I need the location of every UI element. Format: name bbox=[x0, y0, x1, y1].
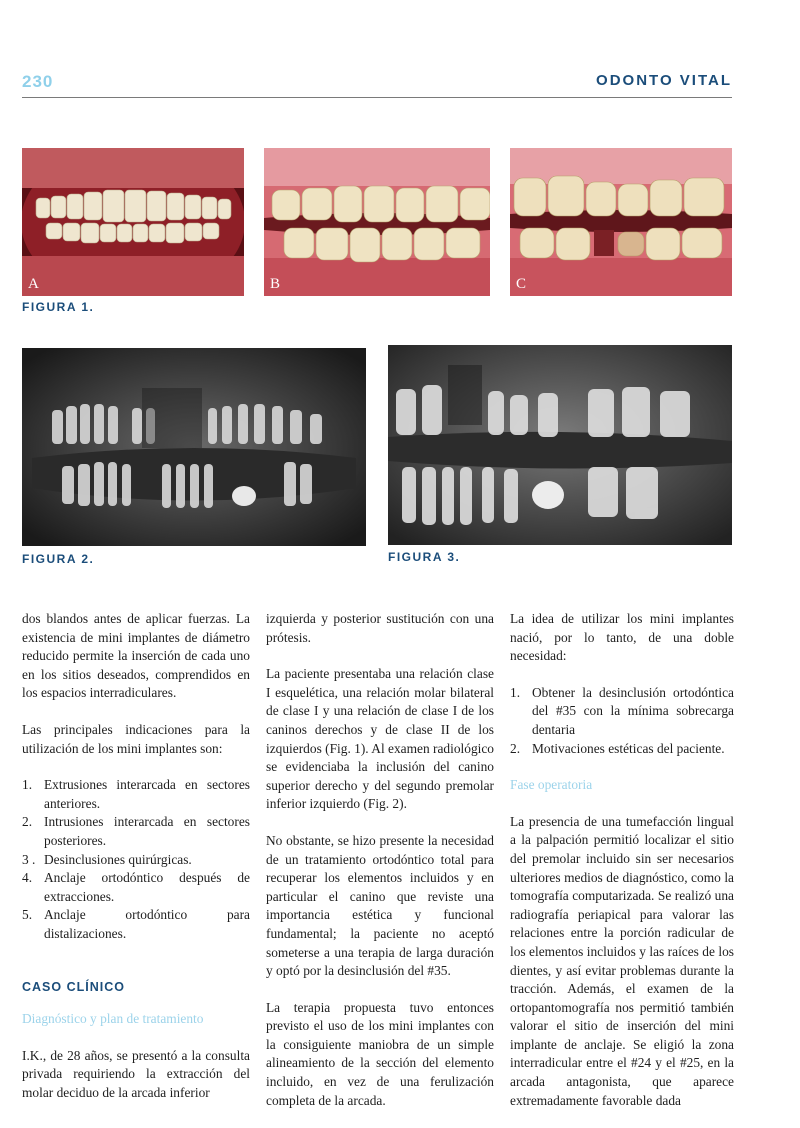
list-item bbox=[22, 851, 250, 870]
list-item bbox=[22, 776, 250, 813]
list-item-text: Intrusiones interarcada en sectores posteriores. bbox=[44, 814, 250, 848]
figure1-label-a: A bbox=[28, 276, 39, 292]
list-item-number: 2. bbox=[510, 740, 521, 756]
section-title-caso-clinico: CASO CLÍNICO bbox=[22, 979, 125, 994]
text-column-2 bbox=[266, 610, 494, 1128]
col3-paragraph-2: La presencia de una tumefacción lingual a la palpación permitió localizar el sitio del premolar incluido sin ser necesarios ulteriores medios de diagnóstico, como la tomografía computarizada. Se realizó una radiografía periapical para valorar las relaciones entre la porción radicular de los elementos incluidos y las raíces de los dientes, y así evitar problemas durante la tracción. Además, el examen de la ortopantomografía nos permitió también valorar el sitio de inserción del mini implante de anclaje. Se eligió la zona interradicular entre el #24 y el #25, en la arcada antagonista, que aparece extremadamente favorable dada bbox=[510, 813, 734, 1108]
list-item-number: 4. bbox=[22, 870, 33, 886]
list-item-number: 1. bbox=[22, 777, 33, 793]
text-column-1 bbox=[22, 610, 250, 1120]
list-item bbox=[22, 906, 250, 943]
list-item bbox=[510, 740, 734, 759]
list-item-text: Motivaciones estéticas del paciente. bbox=[532, 740, 725, 756]
figure2-xray bbox=[22, 348, 366, 546]
list-item-text: Anclaje ortodóntico para distalizaciones. bbox=[44, 907, 250, 941]
list-item-number: 3 . bbox=[22, 851, 36, 867]
text-column-3 bbox=[510, 610, 734, 1128]
indications-list bbox=[22, 776, 250, 943]
journal-title: ODONTO VITAL bbox=[596, 72, 732, 89]
list-item-text: Desinclusiones quirúrgicas. bbox=[44, 851, 192, 867]
list-item-number: 5. bbox=[22, 907, 33, 923]
necessity-list bbox=[510, 684, 734, 758]
figure1-caption: FIGURA 1. bbox=[22, 300, 95, 314]
figure1-photo-b bbox=[264, 148, 490, 296]
figure3-xray bbox=[388, 345, 732, 545]
figure1-label-c: C bbox=[516, 276, 527, 292]
figure1-photo-a bbox=[22, 148, 244, 296]
list-item bbox=[22, 813, 250, 850]
figure1-label-b: B bbox=[270, 276, 281, 292]
list-item-text: Extrusiones interarcada en sectores anteriores. bbox=[44, 777, 250, 811]
col1-paragraph-2: Las principales indicaciones para la utilización de los mini implantes son: bbox=[22, 721, 250, 756]
page-number: 230 bbox=[22, 72, 54, 91]
header-rule bbox=[22, 97, 732, 98]
page-header bbox=[0, 0, 800, 100]
figure3-caption: FIGURA 3. bbox=[388, 550, 461, 564]
col2-paragraph-4: La terapia propuesta tuvo entonces previsto el uso de los mini implantes con la consiguiente maniobra de un simple alineamiento de la sección del elemento incluido, en vez de una ferulización completa de la arcada. bbox=[266, 999, 494, 1108]
subheading-diagnostico: Diagnóstico y plan de tratamiento bbox=[22, 1011, 204, 1027]
figure1-photo-c bbox=[510, 148, 732, 296]
list-item-number: 2. bbox=[22, 814, 33, 830]
list-item-text: Anclaje ortodóntico después de extracciones. bbox=[44, 870, 250, 904]
list-item-text: Obtener la desinclusión ortodóntica del #35 con la mínima sobrecarga dentaria bbox=[532, 684, 734, 737]
col3-paragraph-1: La idea de utilizar los mini implantes nació, por lo tanto, de una doble necesidad: bbox=[510, 611, 734, 664]
list-item bbox=[22, 869, 250, 906]
subheading-fase-operatoria: Fase operatoria bbox=[510, 777, 593, 793]
figure2-caption: FIGURA 2. bbox=[22, 552, 95, 566]
list-item-number: 1. bbox=[510, 684, 521, 700]
col1-paragraph-1: dos blandos antes de aplicar fuerzas. La existencia de mini implantes de diámetro reducido permite la inserción de cada uno en los sitios deseados, comprendidos en los espacios interradiculares. bbox=[22, 611, 250, 701]
col1-paragraph-3: I.K., de 28 años, se presentó a la consulta privada requiriendo la extracción del molar deciduo de la arcada inferior bbox=[22, 1047, 250, 1100]
col2-paragraph-2: La paciente presentaba una relación clase I esquelética, una relación molar bilateral de clase I y una relación de clase I de los caninos derechos y de clase II de los izquierdos (Fig. 1). Al examen radiológico se evidenciaba la inclusión del canino superior derecho y del segundo premolar inferior izquierdo (Fig. 2). bbox=[266, 666, 494, 812]
col2-paragraph-1: izquierda y posterior sustitución con una prótesis. bbox=[266, 611, 494, 645]
col2-paragraph-3: No obstante, se hizo presente la necesidad de un tratamiento ortodóntico total para recuperar los elementos incluidos y en particular el canino que reviste una importancia estética y funcional fundamental; la paciente no aceptó someterse a una terapia de larga duración y optó por la desinclusión del #35. bbox=[266, 832, 494, 979]
list-item bbox=[510, 684, 734, 740]
